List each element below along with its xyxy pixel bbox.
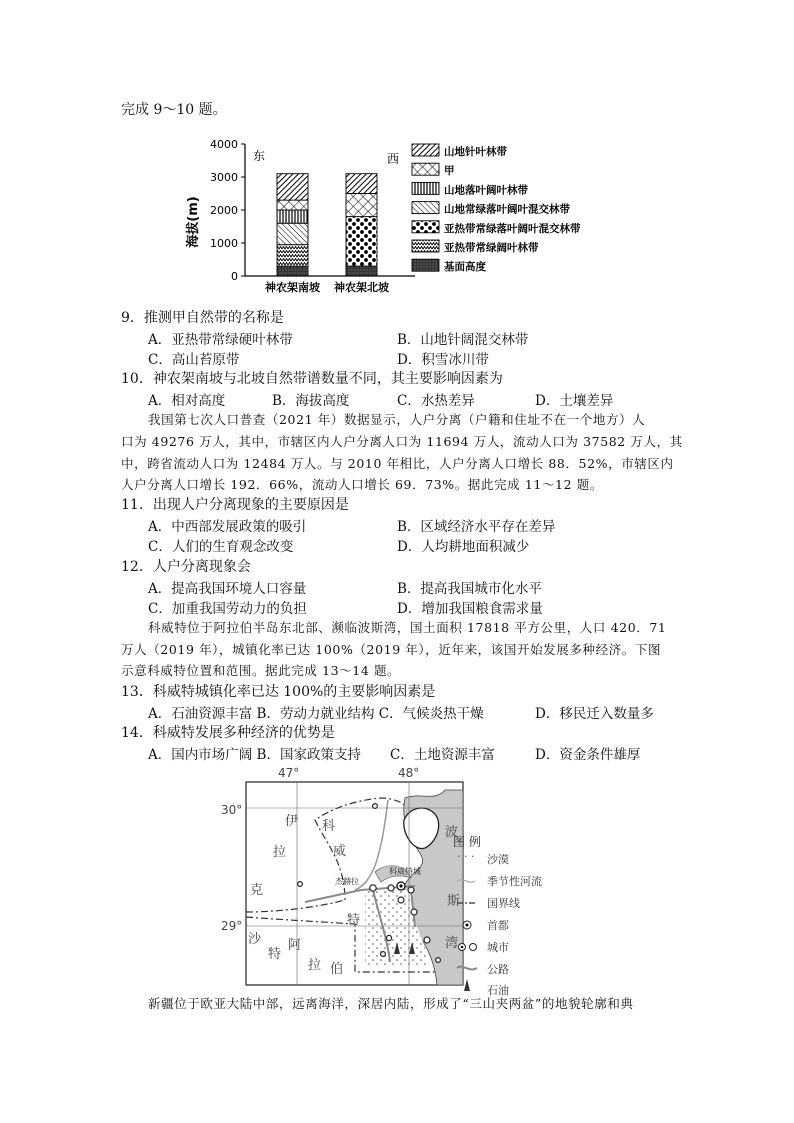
iraq-char-2: 拉 — [273, 845, 287, 860]
q11-option-c[interactable]: C．人们的生育观念改变 — [148, 539, 294, 555]
bar-segment — [346, 217, 377, 267]
q14-option-c[interactable]: C．土地资源丰富 — [390, 747, 495, 763]
q10-stem: 10．神农架南坡与北坡自然带谱数量不同，其主要影响因素为 — [121, 371, 503, 387]
kuwait-map — [215, 762, 585, 997]
bar-segment — [277, 210, 308, 223]
legend-label: 山地常绿落叶阔叶混交林带 — [444, 203, 570, 216]
saudi-char-1: 沙 — [248, 932, 262, 947]
iraq-char-1: 伊 — [285, 814, 299, 829]
y-tick-label: 2000 — [210, 204, 238, 217]
map-legend-title: 图 例 — [453, 835, 481, 849]
legend-river: 季节性河流 — [487, 875, 542, 888]
legend-oil: 石油 — [487, 984, 509, 997]
legend-border: 国界线 — [487, 897, 520, 910]
y-tick-label: 3000 — [210, 171, 238, 184]
q9-stem: 9．推测甲自然带的名称是 — [121, 310, 284, 326]
q9-option-b[interactable]: B．山地针阔混交林带 — [397, 332, 529, 348]
q13-options-abc[interactable]: A．石油资源丰富 B．劳动力就业结构 C．气候炎热干燥 — [148, 706, 484, 722]
passage2-line4: 人户分离人口增长 192．66%，流动人口增长 69．73%。据此完成 11～12 题。 — [121, 477, 603, 492]
legend-swatch — [412, 221, 439, 233]
intro-text: 完成 9～10 题。 — [121, 102, 227, 118]
q9-option-d[interactable]: D．积雪冰川带 — [397, 352, 489, 368]
gulf-char-1: 波 — [445, 825, 459, 840]
altitude-zone-chart — [180, 122, 620, 302]
x-category-label: 神农架南坡 — [265, 281, 320, 294]
bar-segment — [277, 245, 308, 266]
bar-segment — [277, 200, 308, 210]
passage2-line1: 我国第七次人口普查（2021 年）数据显示，人户分离（户籍和住址不在一个地方）人 — [148, 412, 646, 427]
legend-label: 甲 — [444, 165, 455, 178]
capital-marker-dot — [399, 884, 402, 887]
legend-desert: 沙漠 — [487, 853, 509, 866]
x-category-label: 神农架北坡 — [334, 281, 389, 294]
legend-label: 山地落叶阔叶林带 — [444, 184, 528, 197]
bar-segment — [277, 174, 308, 200]
lon-47-label: 47° — [278, 766, 300, 780]
legend-swatch — [412, 202, 439, 214]
kuwait-char-1: 科 — [322, 819, 336, 834]
saudi-char-5: 伯 — [330, 962, 344, 977]
legend-capital: 首都 — [487, 919, 509, 932]
legend-swatch — [412, 163, 439, 175]
q10-option-a[interactable]: A．相对高度 — [148, 393, 226, 409]
passage2-line3: 中，跨省流动人口为 12484 万人。与 2010 年相比，人户分离人口增长 88．52%，市辖区内 — [121, 456, 674, 471]
east-label: 东 — [253, 149, 266, 163]
passage3-line2: 万人（2019 年），城镇化率已达 100%（2019 年），近年来，该国开始发展多种经济。下图 — [121, 642, 662, 657]
q9-option-c[interactable]: C．高山苔原带 — [148, 352, 240, 368]
q13-stem: 13．科威特城镇化率已达 100%的主要影响因素是 — [121, 684, 436, 700]
saudi-char-4: 拉 — [308, 958, 322, 973]
legend-swatch — [412, 182, 439, 194]
q12-option-b[interactable]: B．提高我国城市化水平 — [397, 581, 542, 597]
q14-stem: 14．科威特发展多种经济的优势是 — [121, 725, 335, 741]
q12-option-d[interactable]: D．增加我国粮食需求量 — [397, 601, 543, 617]
legend-swatch — [412, 259, 439, 271]
legend-label: 基面高度 — [444, 261, 486, 274]
passage3-line1: 科威特位于阿拉伯半岛东北部、濒临波斯湾，国土面积 17818 平方公里，人口 420．71 — [148, 620, 667, 635]
legend-label: 亚热带常绿落叶阔叶混交林带 — [444, 222, 581, 235]
q11-option-a[interactable]: A．中西部发展政策的吸引 — [148, 519, 307, 535]
legend-city: 城市 — [487, 941, 509, 954]
q10-option-d[interactable]: D．土壤差异 — [535, 393, 614, 409]
q11-option-d[interactable]: D．人均耕地面积减少 — [397, 539, 530, 555]
y-tick-label: 0 — [231, 270, 238, 283]
y-tick-label: 4000 — [210, 138, 238, 151]
lon-48-label: 48° — [398, 766, 420, 780]
west-label: 西 — [387, 152, 400, 166]
bar-segment — [346, 266, 377, 276]
kuwait-char-2: 威 — [333, 844, 347, 859]
q11-stem: 11．出现人户分离现象的主要原因是 — [121, 497, 349, 513]
lat-29-label: 29° — [221, 919, 243, 933]
legend-swatch — [412, 144, 439, 156]
legend-desert-symbol: · · · — [457, 850, 475, 863]
passage2-line2: 口为 49276 万人，其中，市辖区内人户分离人口为 11694 万人，流动人口为 37582 万人，其 — [121, 434, 683, 449]
q10-option-c[interactable]: C．水热差异 — [397, 393, 475, 409]
q9-option-a[interactable]: A．亚热带常绿硬叶林带 — [148, 332, 293, 348]
gulf-char-3: 湾 — [445, 936, 459, 951]
legend-swatch — [412, 240, 439, 252]
footer-passage: 新疆位于欧亚大陆中部，远离海洋，深居内陆，形成了“三山夹两盆”的地貌轮廓和典 — [148, 996, 634, 1011]
q12-option-a[interactable]: A．提高我国环境人口容量 — [148, 581, 307, 597]
q14-option-d[interactable]: D．资金条件雄厚 — [535, 747, 641, 763]
q12-stem: 12．人户分离现象会 — [121, 559, 251, 575]
q11-option-b[interactable]: B．区域经济水平存在差异 — [397, 519, 556, 535]
legend-road: 公路 — [487, 963, 509, 976]
q13-option-d[interactable]: D．移民迁入数量多 — [535, 706, 654, 722]
legend-label: 亚热带常绿阔叶林带 — [444, 242, 539, 254]
gulf-char-2: 斯 — [447, 894, 461, 909]
bar-segment — [277, 223, 308, 244]
bar-segment — [346, 174, 377, 194]
q12-option-c[interactable]: C．加重我国劳动力的负担 — [148, 601, 307, 617]
passage3-line3: 示意科威特位置和范围。据此完成 13～14 题。 — [121, 663, 401, 678]
q14-options-ab[interactable]: A．国内市场广阔 B．国家政策支持 — [148, 747, 361, 763]
legend-oil-symbol — [464, 979, 470, 991]
bar-segment — [277, 266, 308, 276]
capital-label: 科威特城 — [389, 867, 421, 876]
kuwait-char-3: 特 — [347, 913, 361, 928]
saudi-char-3: 阿 — [288, 938, 302, 953]
y-axis-title: 海拔(m) — [186, 196, 201, 248]
iraq-char-3: 克 — [250, 883, 264, 898]
legend-label: 山地针叶林带 — [444, 146, 507, 158]
y-tick-label: 1000 — [210, 237, 238, 250]
jahra-label: 杰赫拉 — [335, 877, 359, 886]
lat-30-label: 30° — [221, 803, 243, 817]
saudi-char-2: 特 — [268, 947, 282, 962]
q10-option-b[interactable]: B．海拔高度 — [272, 393, 350, 409]
bar-segment — [346, 194, 377, 217]
